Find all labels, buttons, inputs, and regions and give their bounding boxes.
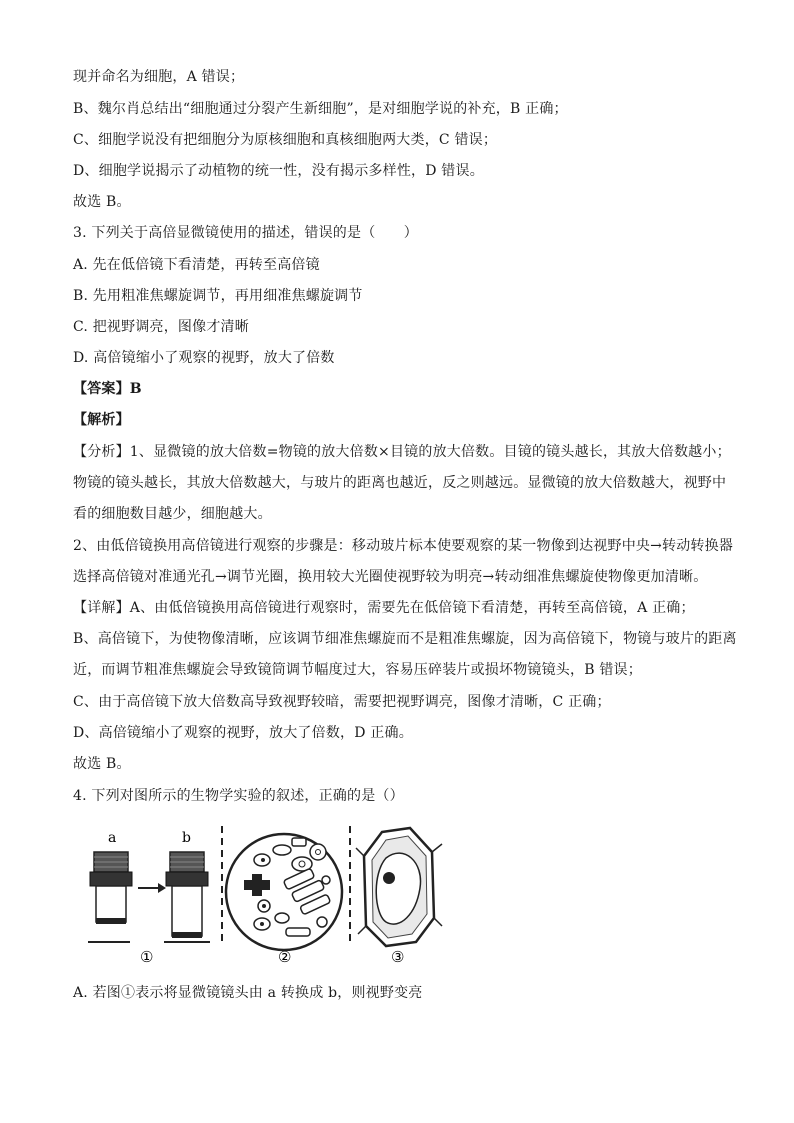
text-line: B、魏尔肖总结出“细胞通过分裂产生新细胞”，是对细胞学说的补充，B 正确； xyxy=(73,101,568,117)
text-line: 故选 B。 xyxy=(73,194,131,210)
text-line: C、细胞学说没有把细胞分为原核细胞和真核细胞两大类，C 错误； xyxy=(73,132,498,148)
text-line: C、由于高倍镜下放大倍数高导致视野较暗，需要把视野调亮，图像才清晰，C 正确； xyxy=(73,694,611,710)
text-line: 2、由低倍镜换用高倍镜进行观察的步骤是：移动玻片标本使要观察的某一物像到达视野中央→转动转换器 xyxy=(73,538,734,554)
option-c: C. 把视野调亮，图像才清晰 xyxy=(73,319,249,335)
text-line: 现并命名为细胞，A 错误； xyxy=(73,69,245,85)
option-a: A. 先在低倍镜下看清楚，再转至高倍镜 xyxy=(73,257,320,273)
text-line: 近，而调节粗准焦螺旋会导致镜筒调节幅度过大，容易压碎装片或损坏物镜镜头，B 错误； xyxy=(73,662,642,678)
answer-label: 【答案】B xyxy=(73,381,142,397)
figure-svg xyxy=(86,822,446,972)
text-line: B、高倍镜下，为使物像清晰，应该调节细准焦螺旋而不是粗准焦螺旋，因为高倍镜下，物镜与玻片的距离 xyxy=(73,631,737,647)
text-line: 选择高倍镜对准通光孔→调节光圈，换用较大光圈使视野较为明亮→转动细准焦螺旋使物像更加清晰。 xyxy=(73,569,708,585)
text-line: D、细胞学说揭示了动植物的统一性，没有揭示多样性，D 错误。 xyxy=(73,163,484,179)
text-line: 【分析】1、显微镜的放大倍数=物镜的放大倍数×目镜的放大倍数。目镜的镜头越长，其放大倍数越小； xyxy=(73,444,731,460)
text-line: 物镜的镜头越长，其放大倍数越大，与玻片的距离也越近，反之则越远。显微镜的放大倍数越大，视野中 xyxy=(73,475,727,491)
label-a: a xyxy=(108,830,117,846)
objective-lens-a xyxy=(88,830,132,942)
option-a: A. 若图①表示将显微镜镜头由 a 转换成 b，则视野变亮 xyxy=(73,985,423,1001)
option-b: B. 先用粗准焦螺旋调节，再用细准焦螺旋调节 xyxy=(73,288,363,304)
label-b: b xyxy=(182,830,191,846)
analysis-label: 【解析】 xyxy=(73,412,130,428)
arrow-icon xyxy=(138,883,166,893)
text-line: D、高倍镜缩小了观察的视野，放大了倍数，D 正确。 xyxy=(73,725,413,741)
text-line: 【详解】A、由低倍镜换用高倍镜进行观察时，需要先在低倍镜下看清楚，再转至高倍镜，A 正确； xyxy=(73,600,695,616)
panel-label-2: ② xyxy=(278,948,292,966)
experiment-figure xyxy=(86,822,446,972)
question-4: 4. 下列对图所示的生物学实验的叙述，正确的是（） xyxy=(73,788,404,804)
objective-lens-b xyxy=(164,830,210,942)
option-d: D. 高倍镜缩小了观察的视野，放大了倍数 xyxy=(73,350,335,366)
panel-label-3: ③ xyxy=(391,948,405,966)
microscope-field xyxy=(226,834,342,950)
text-line: 故选 B。 xyxy=(73,756,131,772)
plant-cell xyxy=(356,828,442,946)
panel-label-1: ① xyxy=(140,948,154,966)
question-3: 3. 下列关于高倍显微镜使用的描述，错误的是（ ） xyxy=(73,225,419,241)
text-line: 看的细胞数目越少，细胞越大。 xyxy=(73,506,272,522)
